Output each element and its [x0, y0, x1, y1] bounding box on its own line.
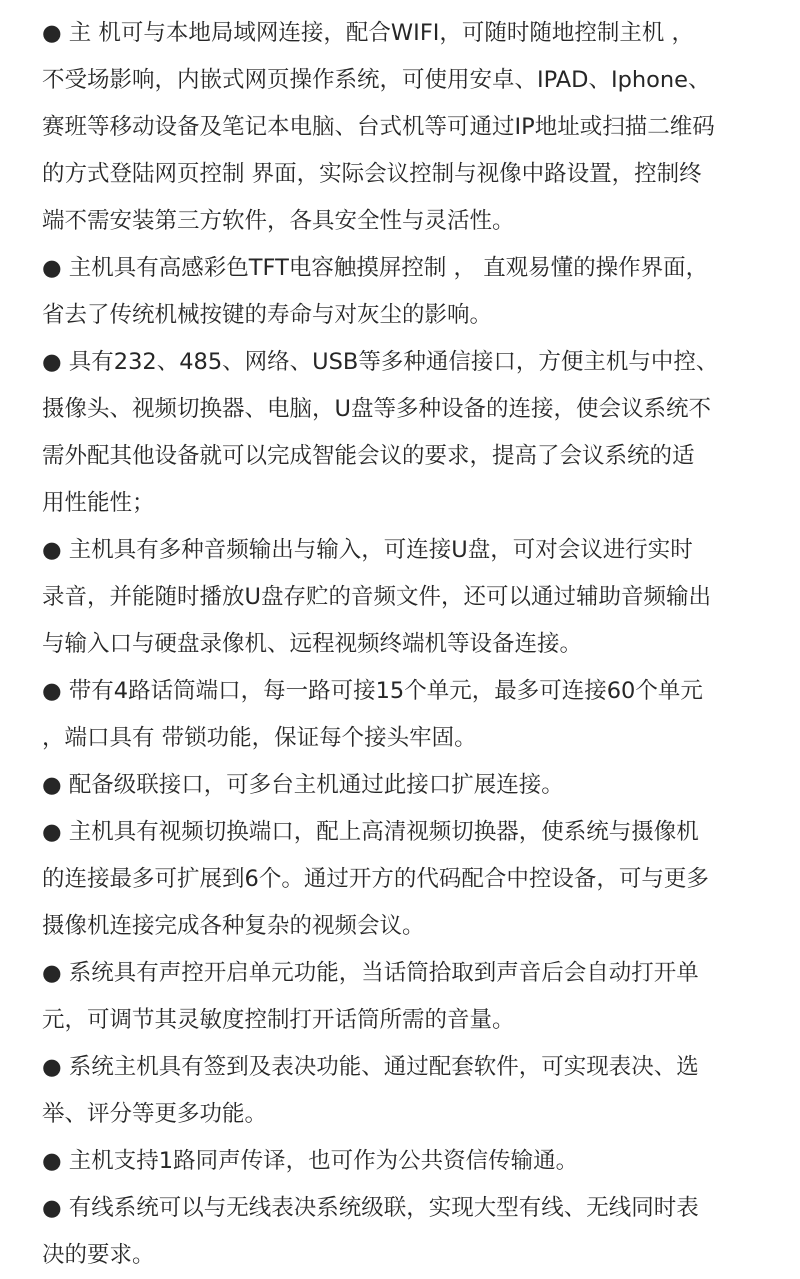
- text-line: ● 系统主机具有签到及表决功能、通过配套软件，可实现表决、选: [42, 1054, 699, 1080]
- text-line: ● 带有4路话筒端口，每一路可接15个单元，最多可连接60个单元: [42, 678, 703, 704]
- text-line: ，端口具有 带锁功能，保证每个接头牢固。: [42, 725, 477, 751]
- text-line: 录音，并能随时播放U盘存贮的音频文件，还可以通过辅助音频输出: [42, 584, 711, 610]
- text-line: 需外配其他设备就可以完成智能会议的要求，提高了会议系统的适: [42, 443, 695, 469]
- feature-list-document: [42, 10, 762, 1279]
- text-line: 用性能性；: [42, 490, 155, 516]
- text-line: 省去了传统机械按键的寿命与对灰尘的影响。: [42, 302, 493, 328]
- text-line: ● 系统具有声控开启单元功能，当话筒拾取到声音后会自动打开单: [42, 960, 699, 986]
- text-line: ● 主机支持1路同声传译，也可作为公共资信传输通。: [42, 1148, 579, 1174]
- text-line: 赛班等移动设备及笔记本电脑、台式机等可通过IP地址或扫描二维码: [42, 114, 715, 140]
- text-line: 摄像头、视频切换器、电脑，U盘等多种设备的连接，使会议系统不: [42, 396, 711, 422]
- text-line: ● 具有232、485、网络、USB等多种通信接口，方便主机与中控、: [42, 349, 719, 375]
- text-line: 举、评分等更多功能。: [42, 1101, 268, 1127]
- text-line: ● 主机具有多种音频输出与输入，可连接U盘，可对会议进行实时: [42, 537, 693, 563]
- text-line: 的连接最多可扩展到6个。通过开方的代码配合中控设备，可与更多: [42, 866, 709, 892]
- text-line: 与输入口与硬盘录像机、远程视频终端机等设备连接。: [42, 631, 583, 657]
- text-line: ● 主机具有高感彩色TFT电容触摸屏控制 ， 直观易懂的操作界面，: [42, 255, 709, 281]
- text-line: 的方式登陆网页控制 界面，实际会议控制与视像中路设置，控制终: [42, 161, 702, 187]
- text-line: 摄像机连接完成各种复杂的视频会议。: [42, 913, 425, 939]
- text-line: ● 有线系统可以与无线表决系统级联，实现大型有线、无线同时表: [42, 1195, 699, 1221]
- text-line: ● 主 机可与本地局域网连接，配合WIFI，可随时随地控制主机 ，: [42, 20, 695, 46]
- text-line: 不受场影响，内嵌式网页操作系统，可使用安卓、IPAD、Iphone、: [42, 67, 711, 93]
- text-line: 决的要求。: [42, 1242, 155, 1268]
- text-line: 元，可调节其灵敏度控制打开话筒所需的音量。: [42, 1007, 515, 1033]
- text-line: ● 配备级联接口，可多台主机通过此接口扩展连接。: [42, 772, 564, 798]
- text-line: 端不需安装第三方软件，各具安全性与灵活性。: [42, 208, 515, 234]
- text-line: ● 主机具有视频切换端口，配上高清视频切换器，使系统与摄像机: [42, 819, 699, 845]
